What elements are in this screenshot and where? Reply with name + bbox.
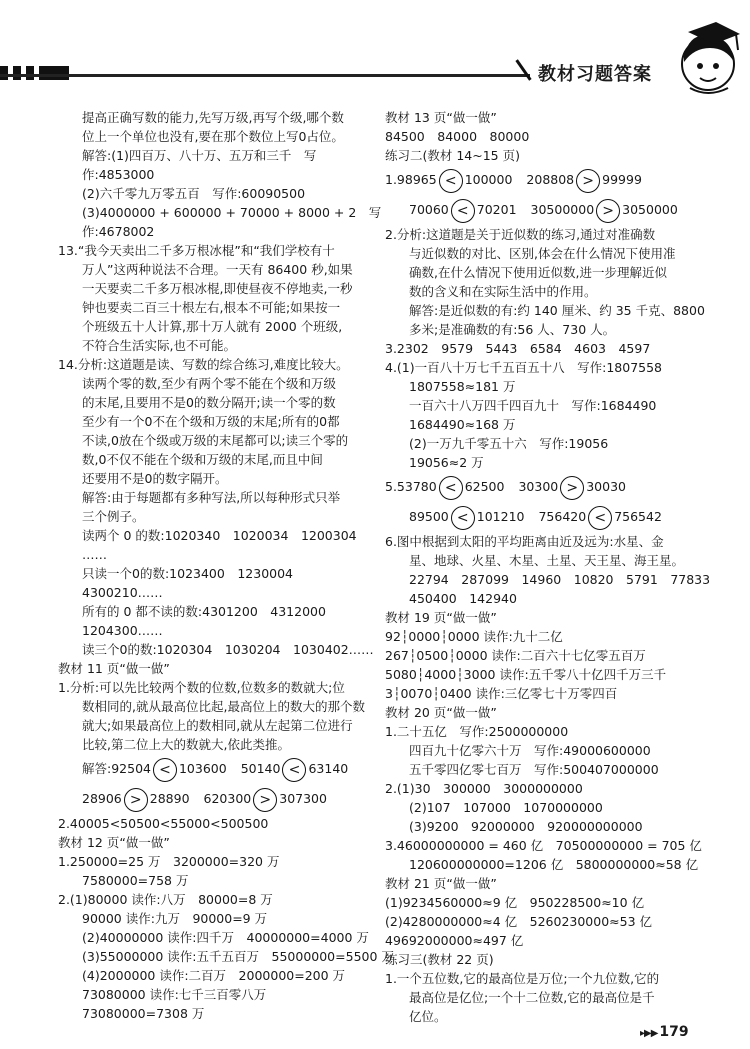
left-line: 至少有一个0不在个级和万级的末尾;所有的0都 (82, 414, 340, 429)
right-line: 2.(1)30 300000 3000000000 (385, 781, 583, 796)
right-line: (3)9200 92000000 920000000000 (409, 819, 643, 834)
left-line: 1.250000=25 万 3200000=320 万 (58, 854, 280, 869)
header-slash-decoration (515, 59, 531, 80)
right-line: (2)一万九千零五十六 写作:19056 (409, 436, 609, 451)
right-line: 49692000000≈497 亿 (385, 933, 524, 948)
left-line: 13.“我今天卖出二千多万根冰棍”和“我们学校有十 (58, 243, 335, 258)
right-line (385, 502, 705, 532)
number-value: 208808 (526, 172, 575, 187)
left-line: (3)55000000 读作:五千五百万 55000000=5500 万 (82, 949, 394, 964)
right-line (385, 195, 705, 225)
right-line: 5080┆4000┆3000 读作:五千零八十亿四千万三千 (385, 667, 667, 682)
right-line: 教材 19 页“做一做” (385, 610, 497, 625)
right-line: 教材 13 页“做一做” (385, 110, 497, 125)
number-value: 50140 (240, 761, 281, 776)
right-line: 267┆0500┆0000 读作:二百六十七亿零五百万 (385, 648, 646, 663)
number-value: 1.98965 (385, 172, 437, 187)
left-line: 读三个0的数:1020304 1030204 1030402…… (82, 642, 374, 657)
left-line: (2)40000000 读作:四千万 40000000=4000 万 (82, 930, 369, 945)
number-value: 30030 (586, 479, 626, 494)
right-line: 19056≈2 万 (409, 455, 484, 470)
left-line: 4300210…… (82, 585, 163, 600)
left-line: 读两个 0 的数:1020340 1020034 1200304 (82, 528, 357, 543)
comparison-circle: > (124, 788, 148, 812)
comparison-circle: < (439, 476, 463, 500)
right-line: 练习三(教材 22 页) (385, 952, 494, 967)
left-line: 不符合生活实际,也不可能。 (82, 338, 236, 353)
right-line: 与近似数的对比、区别,体会在什么情况下使用准 (409, 246, 676, 261)
left-line: 所有的 0 都不读的数:4301200 4312000 (82, 604, 326, 619)
right-line: 6.图中根据到太阳的平均距离由近及远为:水星、金 (385, 534, 664, 549)
right-line: 84500 84000 80000 (385, 129, 530, 144)
left-line: 还要用不是0的数字隔开。 (82, 471, 228, 486)
right-line: 4.(1)一百八十万七千五百五十八 写作:1807558 (385, 360, 663, 375)
right-line: 亿位。 (409, 1009, 447, 1024)
number-value: 3050000 (622, 202, 678, 217)
left-line: 73080000=7308 万 (82, 1006, 205, 1021)
left-line: 就大;如果最高位上的数相同,就从左起第二位进行 (82, 718, 353, 733)
left-line (58, 784, 378, 814)
comparison-circle: < (451, 199, 475, 223)
number-value: 70060 (409, 202, 449, 217)
right-line: 一百六十八万四千四百九十 写作:1684490 (409, 398, 657, 413)
left-line: 数相同的,就从最高位比起,最高位上的数大的那个数 (82, 699, 365, 714)
right-line: 确数,在什么情况下使用近似数,进一步理解近似 (409, 265, 667, 280)
left-line: (2)六千零九万零五百 写作:60090500 (82, 186, 306, 201)
right-line: 四百九十亿零六十万 写作:49000600000 (409, 743, 651, 758)
left-line: 73080000 读作:七千三百零八万 (82, 987, 267, 1002)
right-line: 22794 287099 14960 10820 5791 77833 (409, 572, 711, 587)
right-line: 450400 142940 (409, 591, 517, 606)
right-line: 3┆0070┆0400 读作:三亿零七十万零四百 (385, 686, 618, 701)
number-value: 620300 (203, 791, 252, 806)
number-value: 756542 (614, 509, 662, 524)
arrow-icon: ▸▶▶ (640, 1028, 658, 1039)
number-value: 101210 (476, 509, 525, 524)
right-line: 2.分析:这道题是关于近似数的练习,通过对准确数 (385, 227, 656, 242)
number-value: 解答:92504 (82, 761, 151, 776)
right-line: 星、地球、火星、木星、土星、天王星、海王星。 (409, 553, 685, 568)
right-line: 最高位是亿位;一个十二位数,它的最高位是千 (409, 990, 655, 1005)
left-line: 2.(1)80000 读作:八万 80000=8 万 (58, 892, 273, 907)
comparison-circle: > (253, 788, 277, 812)
left-line: 位上一个单位也没有,要在那个数位上写0占位。 (82, 129, 344, 144)
left-line: 90000 读作:九万 90000=9 万 (82, 911, 268, 926)
left-line: 数,0不仅不能在个级和万级的末尾,而且中间 (82, 452, 323, 467)
number-value: 103600 (178, 761, 227, 776)
right-line: 120600000000=1206 亿 5800000000≈58 亿 (409, 857, 699, 872)
left-line: 教材 11 页“做一做” (58, 661, 170, 676)
right-line: 五千零四亿零七百万 写作:500407000000 (409, 762, 659, 777)
header-title: 教材习题答案 (538, 64, 652, 85)
left-line: (4)2000000 读作:二百万 2000000=200 万 (82, 968, 346, 983)
number-value: 70201 (476, 202, 517, 217)
graduate-cartoon-icon (670, 18, 742, 98)
left-line: 1204300…… (82, 623, 163, 638)
right-line: 1.二十五亿 写作:2500000000 (385, 724, 569, 739)
left-line (58, 754, 378, 784)
number-value: 62500 (464, 479, 505, 494)
left-line: (3)4000000 + 600000 + 70000 + 8000 + 2 写 (82, 205, 382, 220)
right-line: 3.46000000000 = 460 亿 70500000000 = 705 亿 (385, 838, 702, 853)
right-line: 练习二(教材 14~15 页) (385, 148, 520, 163)
left-line: 14.分析:这道题是读、写数的综合练习,难度比较大。 (58, 357, 349, 372)
right-line: (2)107 107000 1070000000 (409, 800, 603, 815)
right-line: 解答:是近似数的有:约 140 厘米、约 35 千克、8800 (409, 303, 705, 318)
left-line: 的末尾,且要用不是0的数分隔开;读一个零的数 (82, 395, 336, 410)
left-line: 提高正确写数的能力,先写万级,再写个级,哪个数 (82, 110, 344, 125)
number-value: 99999 (602, 172, 642, 187)
right-line: 3.2302 9579 5443 6584 4603 4597 (385, 341, 651, 356)
left-line: 一天要卖二千多万根冰棍,即使昼夜不停地卖,一秒 (82, 281, 353, 296)
right-line: (2)4280000000≈4 亿 5260230000≈53 亿 (385, 914, 653, 929)
number-value: 28890 (149, 791, 190, 806)
left-line: 个班级五十人计算,那十万人就有 2000 个班级, (82, 319, 343, 334)
right-line: 教材 20 页“做一做” (385, 705, 497, 720)
left-line: 教材 12 页“做一做” (58, 835, 170, 850)
comparison-circle: > (560, 476, 584, 500)
left-line: 只读一个0的数:1023400 1230004 (82, 566, 294, 581)
left-line: 比较,第二位上大的数就大,依此类推。 (82, 737, 290, 752)
number-value: 28906 (82, 791, 122, 806)
header-rule (0, 74, 530, 77)
right-line: 1684490≈168 万 (409, 417, 516, 432)
left-line: 作:4678002 (82, 224, 155, 239)
page-header (0, 0, 750, 100)
left-line: 万人”这两种说法不合理。一天有 86400 秒,如果 (82, 262, 353, 277)
number-value: 307300 (279, 791, 327, 806)
number-value: 30300 (518, 479, 559, 494)
comparison-circle: > (576, 169, 600, 193)
right-line: 92┆0000┆0000 读作:九十二亿 (385, 629, 563, 644)
number-value: 89500 (409, 509, 449, 524)
comparison-circle: < (588, 506, 612, 530)
left-line: 解答:(1)四百万、八十万、五万和三千 写 (82, 148, 317, 163)
left-line: 1.分析:可以先比较两个数的位数,位数多的数就大;位 (58, 680, 345, 695)
right-line: 教材 21 页“做一做” (385, 876, 497, 891)
comparison-circle: > (596, 199, 620, 223)
left-line: 不读,0放在个级或万级的末尾都可以;读三个零的 (82, 433, 349, 448)
left-line: 7580000=758 万 (82, 873, 189, 888)
right-column (385, 108, 711, 1026)
left-line: 作:4853000 (82, 167, 155, 182)
left-line: 读两个零的数,至少有两个零不能在个级和万级 (82, 376, 336, 391)
comparison-circle: < (439, 169, 463, 193)
right-line: 1807558≈181 万 (409, 379, 516, 394)
page-footer (640, 1024, 689, 1040)
right-line: (1)9234560000≈9 亿 950228500≈10 亿 (385, 895, 645, 910)
right-line (385, 165, 705, 195)
left-line: 解答:由于每题都有多种写法,所以每种形式只举 (82, 490, 341, 505)
left-line: 2.40005<50500<55000<500500 (58, 816, 269, 831)
number-value: 756420 (538, 509, 587, 524)
left-line: …… (82, 547, 107, 562)
left-column (58, 108, 394, 1023)
right-line: 多米;是准确数的有:56 人、730 人。 (409, 322, 616, 337)
left-line: 钟也要卖二百三十根左右,根本不可能;如果按一 (82, 300, 341, 315)
number-value: 63140 (308, 761, 349, 776)
right-line (385, 472, 705, 502)
comparison-circle: < (153, 758, 177, 782)
comparison-circle: < (282, 758, 306, 782)
number-value: 100000 (464, 172, 513, 187)
number-value: 30500000 (530, 202, 595, 217)
left-line: 三个例子。 (82, 509, 145, 524)
number-value: 5.53780 (385, 479, 437, 494)
page-number: 179 (659, 1024, 689, 1040)
right-line: 数的含义和在实际生活中的作用。 (409, 284, 597, 299)
right-line: 1.一个五位数,它的最高位是万位;一个九位数,它的 (385, 971, 660, 986)
comparison-circle: < (451, 506, 475, 530)
